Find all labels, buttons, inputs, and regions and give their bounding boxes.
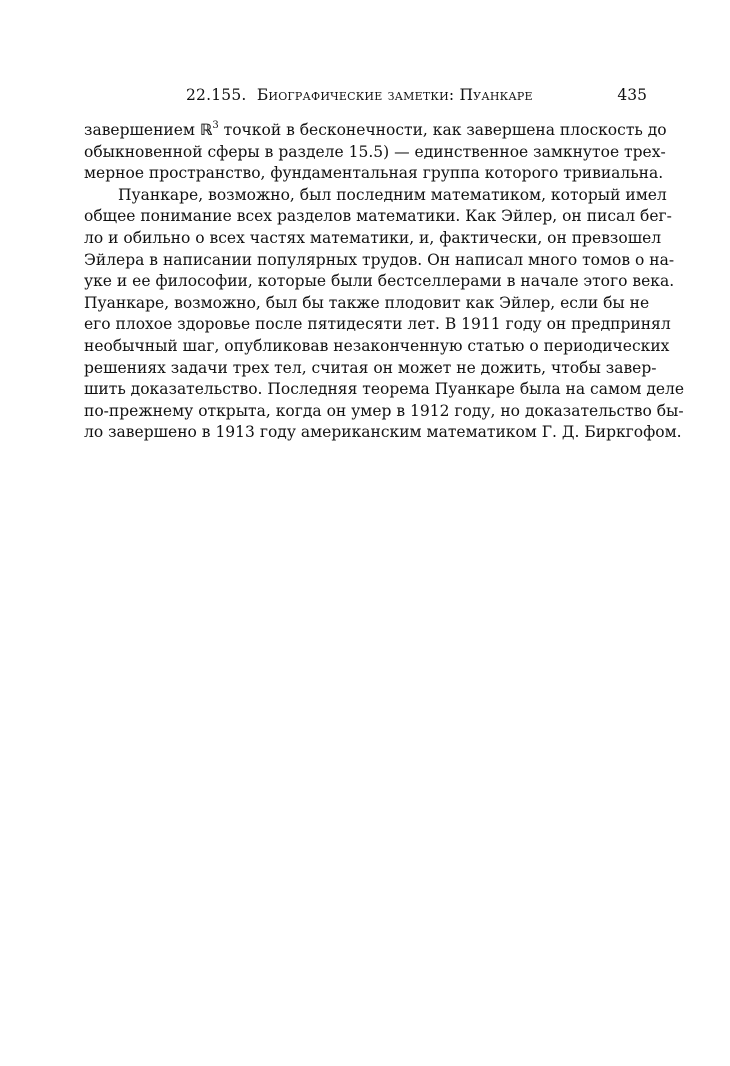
text-line: Эйлера в написании популярных трудов. Он написал много томов о на-	[84, 250, 675, 269]
real-numbers-symbol: ℝ	[199, 121, 213, 139]
text-line: ло и обильно о всех частях математики, и, фактически, он превзошел	[84, 228, 662, 247]
text-line: Пуанкаре, возможно, был последним математиком, который имел	[118, 185, 667, 204]
text-line: обыкновенной сферы в разделе 15.5) — единственное замкнутое трех-	[84, 142, 666, 161]
text-line: общее понимание всех разделов математики. Как Эйлер, он писал бег-	[84, 207, 672, 226]
text-line: уке и ее философии, которые были бестселлерами в начале этого века.	[84, 272, 675, 291]
text-line: мерное пространство, фундаментальная группа которого тривиальна.	[84, 164, 664, 183]
text-line: необычный шаг, опубликовав незаконченную статью о периодических	[84, 336, 670, 355]
text-line: по-прежнему открыта, когда он умер в 1912 году, но доказательство бы-	[84, 401, 684, 420]
text-line: ло завершено в 1913 году американским математиком Г. Д. Биркгофом.	[84, 423, 682, 442]
text-line: решениях задачи трех тел, считая он может не дожить, чтобы завер-	[84, 358, 657, 377]
section-title: Биографические заметки: Пуанкаре	[256, 86, 533, 104]
superscript: 3	[212, 120, 219, 131]
running-head	[84, 84, 647, 106]
page-number: 435	[617, 86, 647, 104]
text-fragment: точкой в бесконечности, как завершена плоскость до	[218, 121, 667, 139]
text-line: шить доказательство. Последняя теорема Пуанкаре была на самом деле	[84, 380, 685, 399]
text-line	[84, 120, 667, 142]
running-title	[186, 84, 533, 106]
body-text	[84, 120, 685, 444]
text-line: его плохое здоровье после пятидесяти лет. В 1911 году он предпринял	[84, 315, 671, 334]
text-line: Пуанкаре, возможно, был бы также плодовит как Эйлер, если бы не	[84, 293, 650, 312]
paragraph-poincare	[84, 185, 685, 444]
paragraph-continuation	[84, 120, 667, 185]
text-fragment: завершением	[84, 121, 200, 139]
section-number: 22.155.	[186, 86, 247, 104]
